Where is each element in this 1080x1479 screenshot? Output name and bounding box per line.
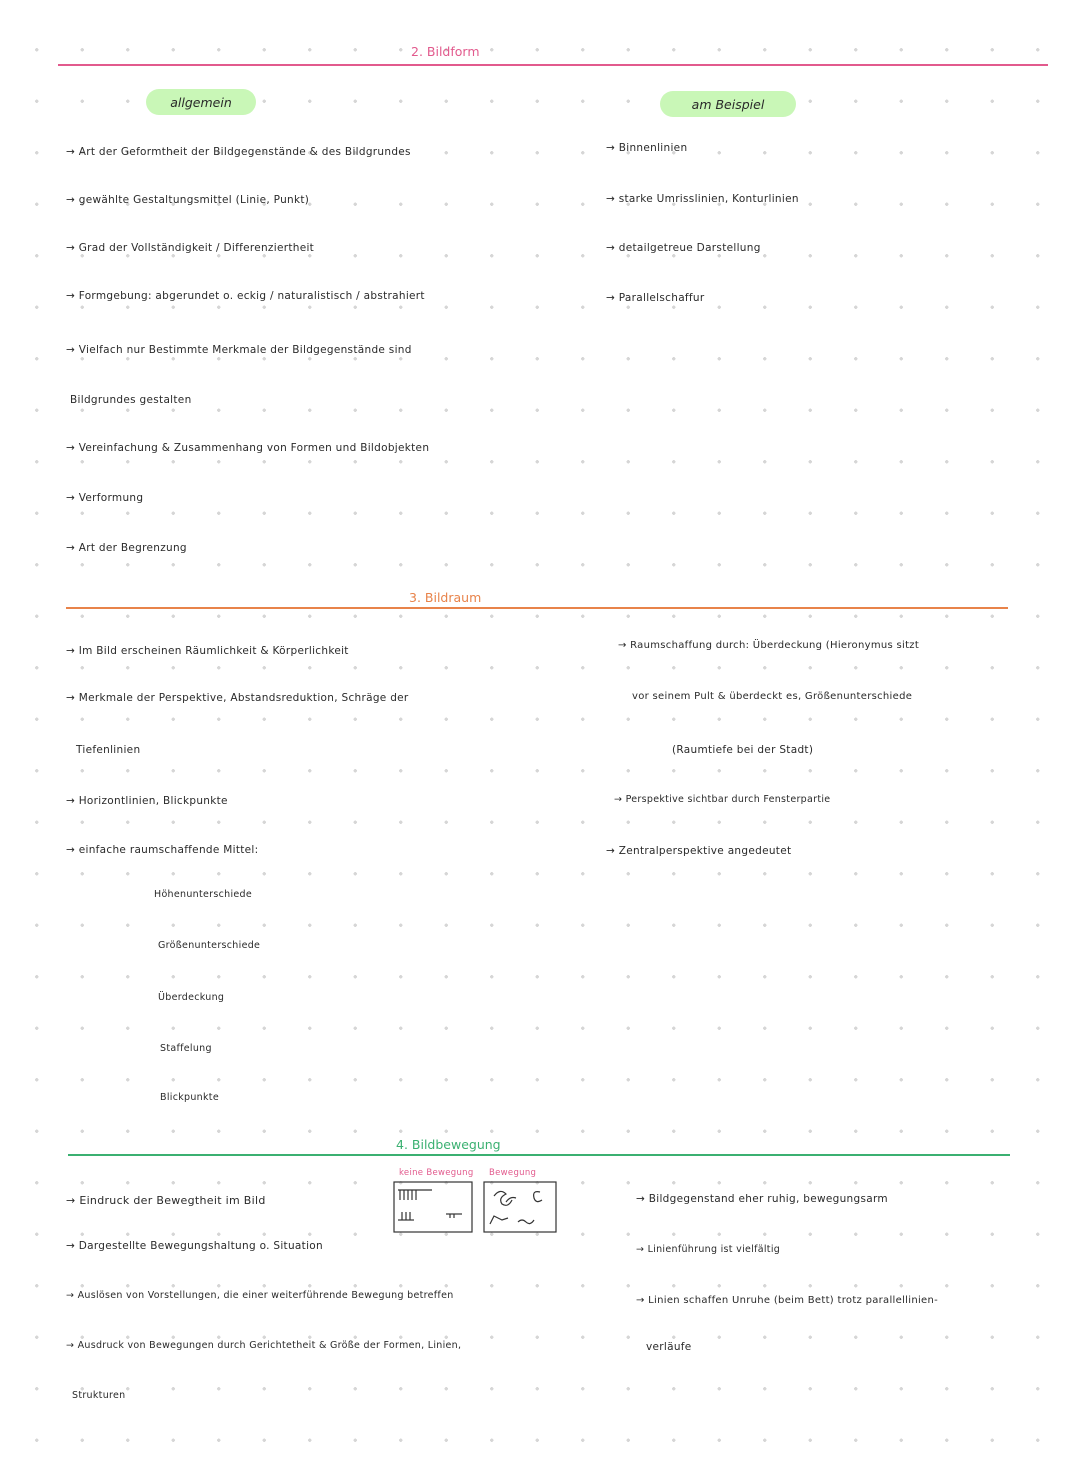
bildform-note-1: → Art der Geformtheit der Bildgegenstände & des Bildgrundes xyxy=(66,146,411,158)
bildform-example-3: → detailgetreue Darstellung xyxy=(606,242,761,254)
bildbewegung-note-4-cont: Strukturen xyxy=(72,1390,126,1401)
bildform-note-2: → gewählte Gestaltungsmittel (Linie, Punkt) xyxy=(66,194,310,206)
bildraum-example-1-cont: vor seinem Pult & überdeckt es, Größenunterschiede xyxy=(632,691,913,702)
bildbewegung-example-3-cont: verläufe xyxy=(646,1341,692,1353)
bildform-note-4: → Formgebung: abgerundet o. eckig / naturalistisch / abstrahiert xyxy=(66,290,425,302)
bildbewegung-note-2: → Dargestellte Bewegungshaltung o. Situation xyxy=(66,1240,323,1252)
label-am-beispiel: am Beispiel xyxy=(660,91,796,117)
bildform-note-5: → Vielfach nur Bestimmte Merkmale der Bildgegenstände sind xyxy=(66,344,412,356)
bildbewegung-note-4: → Ausdruck von Bewegungen durch Gerichtetheit & Größe der Formen, Linien, xyxy=(66,1340,462,1351)
section-title-bildbewegung: 4. Bildbewegung xyxy=(396,1137,501,1152)
bildform-example-4: → Parallelschaffur xyxy=(606,292,705,304)
bildbewegung-example-3: → Linien schaffen Unruhe (beim Bett) trotz parallellinien- xyxy=(636,1295,939,1306)
bildform-example-1: → Binnenlinien xyxy=(606,142,688,154)
section-divider-bildform xyxy=(58,64,1048,66)
bildraum-mittel-2: Größenunterschiede xyxy=(158,940,261,951)
bildform-note-6: → Vereinfachung & Zusammenhang von Formen und Bildobjekten xyxy=(66,442,430,454)
bildraum-example-3: → Zentralperspektive angedeutet xyxy=(606,845,792,857)
section-divider-bildbewegung xyxy=(68,1154,1010,1156)
bildform-note-7: → Verformung xyxy=(66,492,144,504)
sketch-box-keine-bewegung xyxy=(394,1182,472,1232)
label-allgemein: allgemein xyxy=(146,89,256,115)
sketch-label-keine-bewegung: keine Bewegung xyxy=(399,1168,474,1178)
bildraum-example-1-cont2: (Raumtiefe bei der Stadt) xyxy=(672,744,814,756)
section-title-bildform: 2. Bildform xyxy=(411,44,480,59)
bildform-note-3: → Grad der Vollständigkeit / Differenziertheit xyxy=(66,242,315,254)
bildraum-note-4: → einfache raumschaffende Mittel: xyxy=(66,844,259,856)
bildraum-mittel-5: Blickpunkte xyxy=(160,1092,219,1103)
bildbewegung-example-2: → Linienführung ist vielfältig xyxy=(636,1244,781,1255)
bildform-note-8: → Art der Begrenzung xyxy=(66,542,187,554)
bildraum-example-1: → Raumschaffung durch: Überdeckung (Hieronymus sitzt xyxy=(618,640,920,651)
bildbewegung-note-1: → Eindruck der Bewegtheit im Bild xyxy=(66,1194,266,1207)
bildbewegung-example-1: → Bildgegenstand eher ruhig, bewegungsarm xyxy=(636,1193,888,1205)
movement-sketch xyxy=(390,1178,560,1236)
sketch-box-bewegung xyxy=(484,1182,556,1232)
bildraum-note-2-cont: Tiefenlinien xyxy=(76,744,141,756)
bildbewegung-note-3: → Auslösen von Vorstellungen, die einer weiterführende Bewegung betreffen xyxy=(66,1290,454,1301)
bildform-example-2: → starke Umrisslinien, Konturlinien xyxy=(606,193,799,205)
bildraum-example-2: → Perspektive sichtbar durch Fensterpartie xyxy=(614,794,831,805)
sketch-label-bewegung: Bewegung xyxy=(489,1168,537,1178)
bildraum-note-2: → Merkmale der Perspektive, Abstandsreduktion, Schräge der xyxy=(66,692,409,704)
bildraum-mittel-1: Höhenunterschiede xyxy=(154,889,253,900)
bildraum-note-1: → Im Bild erscheinen Räumlichkeit & Körperlichkeit xyxy=(66,645,349,657)
bildraum-note-3: → Horizontlinien, Blickpunkte xyxy=(66,795,228,807)
section-title-bildraum: 3. Bildraum xyxy=(409,590,482,605)
bildraum-mittel-3: Überdeckung xyxy=(158,992,225,1003)
section-divider-bildraum xyxy=(66,607,1008,609)
bildform-note-5-cont: Bildgrundes gestalten xyxy=(70,394,192,406)
bildraum-mittel-4: Staffelung xyxy=(160,1043,212,1054)
